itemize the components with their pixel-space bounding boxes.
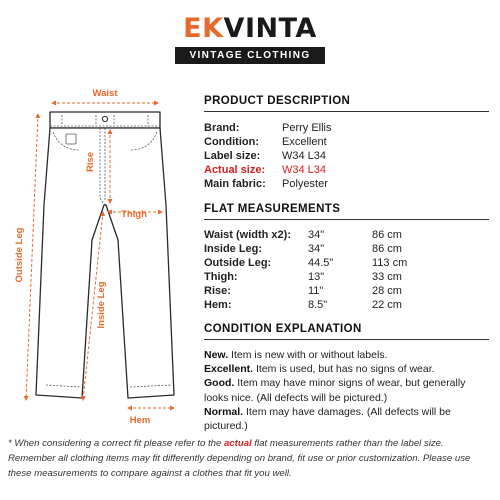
measurement-cm: 33 cm — [372, 271, 402, 283]
condition-explanation-rule — [204, 339, 489, 340]
condition-term: Excellent. — [204, 363, 254, 376]
condition-item-normal — [204, 405, 490, 433]
hem-label: Hem — [129, 415, 151, 426]
footnote-text-after: flat measurements rather than the label size. Remember all clothing items may fit differently depending on brand, fit use or prior customization. Please use these measurements to compare against a clothes that fit you well. — [8, 438, 471, 479]
description-value: Excellent — [282, 136, 327, 148]
rise-label: Rise — [85, 151, 96, 173]
measurement-label: Waist (width x2): — [204, 229, 291, 241]
product-description-rule — [204, 111, 489, 112]
measurement-inches: 34" — [308, 229, 325, 241]
footnote-text-before: * When considering a correct fit please refer to the — [8, 438, 224, 449]
measurement-label: Inside Leg: — [204, 243, 263, 255]
logo-part-ek: EK — [183, 13, 224, 44]
condition-text: Item may have damages. (All defects will be pictured.) — [204, 405, 451, 433]
description-value: W34 L34 — [282, 164, 327, 176]
condition-item-new — [204, 348, 490, 362]
logo-tagline: VINTAGE CLOTHING — [175, 47, 324, 64]
measurement-inches: 13" — [308, 271, 325, 283]
fit-footnote — [8, 436, 492, 481]
logo-part-vinta: VINTA — [223, 13, 317, 44]
measurement-label: Hem: — [204, 299, 232, 311]
measurement-cm: 86 cm — [372, 243, 402, 255]
measurement-inches: 8.5" — [308, 299, 328, 311]
description-label: Brand: — [204, 122, 240, 134]
description-value: Polyester — [282, 178, 328, 190]
brand-logo — [0, 14, 500, 64]
description-label: Actual size: — [204, 164, 266, 176]
measurement-cm: 28 cm — [372, 285, 402, 297]
measurement-cm: 86 cm — [372, 229, 402, 241]
condition-term: Normal. — [204, 405, 244, 418]
condition-explanation-title: CONDITION EXPLANATION — [204, 323, 362, 335]
inside-leg-label: Inside Leg — [96, 281, 107, 329]
footnote-emphasis: actual — [223, 438, 252, 449]
outside-leg-arrow — [26, 114, 38, 400]
jeans-measurement-diagram — [0, 80, 200, 430]
measurement-label: Outside Leg: — [204, 257, 272, 269]
outside-leg-label: Outside Leg — [14, 227, 25, 283]
waist-label: Waist — [92, 88, 118, 99]
product-description-title: PRODUCT DESCRIPTION — [204, 95, 351, 107]
condition-explanation-list — [204, 348, 490, 433]
description-label: Condition: — [204, 136, 259, 148]
thigh-label: Thigh — [121, 209, 147, 220]
condition-term: New. — [204, 349, 229, 361]
description-value: Perry Ellis — [282, 122, 332, 134]
condition-item-good — [204, 376, 490, 404]
measurement-inches: 34" — [308, 243, 325, 255]
measurement-inches: 44.5" — [308, 257, 334, 269]
description-label: Label size: — [204, 150, 261, 162]
measurement-label: Rise: — [204, 285, 231, 297]
jeans-outline — [36, 112, 174, 398]
condition-text: Item may have minor signs of wear, but generally looks nice. (All defects will be pictured.) — [204, 377, 466, 404]
flat-measurements-title: FLAT MEASUREMENTS — [204, 203, 341, 215]
measurement-inches: 11" — [308, 285, 324, 297]
jeans-button — [102, 116, 107, 121]
description-value: W34 L34 — [282, 150, 327, 162]
condition-text: Item is new with or without labels. — [231, 349, 388, 361]
description-label: Main fabric: — [204, 178, 266, 190]
condition-term: Good. — [204, 377, 235, 390]
measurement-cm: 113 cm — [372, 257, 408, 269]
measurement-label: Thigh: — [204, 271, 238, 283]
logo-wordmark — [0, 14, 500, 44]
measurement-cm: 22 cm — [372, 299, 402, 311]
condition-text: Item is used, but has no signs of wear. — [255, 363, 435, 376]
flat-measurements-rule — [204, 219, 489, 220]
condition-item-excellent — [204, 362, 490, 376]
